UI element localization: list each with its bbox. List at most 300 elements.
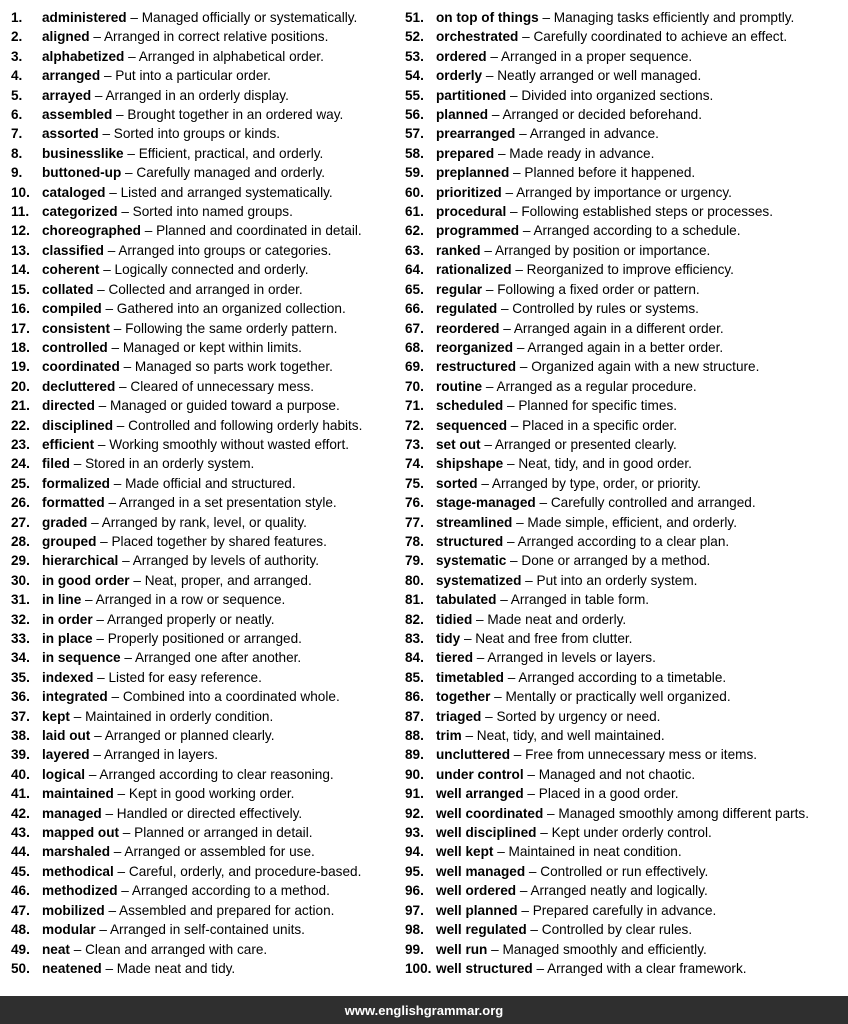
item-number: 89. [405, 747, 424, 763]
list-item [11, 493, 395, 512]
item-number: 48. [11, 922, 30, 938]
item-definition: – Planned and coordinated in detail. [140, 223, 362, 239]
item-definition: – Sorted by urgency or need. [481, 708, 661, 724]
list-item [11, 842, 395, 861]
item-number: 63. [405, 242, 424, 258]
list-item [405, 842, 841, 861]
list-item [405, 299, 841, 318]
item-definition: – Kept in good working order. [113, 786, 295, 802]
item-number: 26. [11, 495, 30, 511]
item-number: 62. [405, 223, 424, 239]
list-item [405, 357, 841, 376]
list-item [405, 66, 841, 85]
item-number: 64. [405, 262, 424, 278]
item-number: 85. [405, 669, 424, 685]
item-number: 95. [405, 863, 424, 879]
item-definition: – Neat, tidy, and in good order. [503, 456, 692, 472]
item-definition: – Managed or kept within limits. [107, 339, 302, 355]
item-number: 73. [405, 436, 424, 452]
list-item [11, 47, 395, 66]
item-number: 32. [11, 611, 30, 627]
item-definition: – Stored in an orderly system. [69, 456, 255, 472]
item-word: compiled [42, 301, 102, 317]
item-definition: – Arranged in layers. [89, 747, 219, 763]
item-word: partitioned [436, 87, 507, 103]
list-item [11, 377, 395, 396]
item-number: 35. [11, 669, 30, 685]
item-number: 91. [405, 786, 424, 802]
item-definition: – Planned before it happened. [509, 165, 696, 181]
item-word: marshaled [42, 844, 111, 860]
item-word: categorized [42, 204, 118, 220]
item-definition: – Arranged as a regular procedure. [482, 378, 697, 394]
item-number: 40. [11, 766, 30, 782]
item-definition: – Arranged in correct relative positions. [89, 29, 329, 45]
list-item [405, 493, 841, 512]
item-word: in place [42, 631, 93, 646]
footer-bar [0, 996, 848, 1024]
item-number: 46. [11, 883, 30, 899]
item-word: preplanned [436, 165, 510, 181]
item-number: 36. [11, 689, 30, 705]
item-number: 74. [405, 456, 424, 472]
item-word: planned [436, 107, 489, 123]
item-definition: – Brought together in an ordered way. [112, 107, 344, 123]
item-word: prearranged [436, 126, 516, 142]
item-definition: – Following the same orderly pattern. [109, 320, 338, 336]
list-item [11, 105, 395, 124]
item-definition: – Arranged in a row or sequence. [81, 592, 286, 608]
item-word: methodical [42, 863, 114, 879]
item-word: sorted [436, 475, 478, 491]
list-item [11, 920, 395, 939]
list-item [405, 221, 841, 240]
item-number: 41. [11, 786, 30, 802]
list-item [405, 377, 841, 396]
item-definition: – Cleared of unnecessary mess. [115, 378, 314, 394]
item-number: 71. [405, 398, 424, 414]
item-number: 57. [405, 126, 424, 142]
list-item [405, 396, 841, 415]
item-number: 17. [11, 320, 30, 336]
item-definition: – Managed smoothly among different parts. [543, 805, 810, 821]
item-number: 21. [11, 398, 30, 414]
item-word: reordered [436, 320, 500, 336]
item-number: 43. [11, 825, 30, 841]
list-item [405, 707, 841, 726]
list-item [11, 183, 395, 202]
item-definition: – Carefully coordinated to achieve an effect. [518, 29, 788, 45]
item-definition: – Arranged according to a clear plan. [503, 533, 730, 549]
list-item [11, 726, 395, 745]
item-word: prepared [436, 145, 495, 161]
item-definition: – Following established steps or processes. [506, 204, 773, 220]
list-item [11, 280, 395, 299]
item-definition: – Arranged with a clear framework. [532, 960, 747, 976]
item-word: well planned [436, 902, 518, 918]
item-word: modular [42, 922, 96, 938]
item-number: 15. [11, 281, 30, 297]
item-word: arrayed [42, 87, 92, 103]
item-word: indexed [42, 669, 94, 685]
list-item [11, 8, 395, 27]
item-word: formalized [42, 475, 110, 491]
item-word: well coordinated [436, 805, 544, 821]
list-item [11, 940, 395, 959]
item-word: graded [42, 514, 88, 530]
item-number: 56. [405, 107, 424, 123]
item-number: 87. [405, 708, 424, 724]
list-item [405, 590, 841, 609]
item-definition: – Gathered into an organized collection. [101, 301, 346, 317]
list-item [405, 532, 841, 551]
list-item [11, 338, 395, 357]
item-number: 42. [11, 805, 30, 821]
list-item [405, 784, 841, 803]
word-list [0, 8, 848, 986]
item-word: maintained [42, 786, 114, 802]
item-word: well regulated [436, 922, 527, 938]
item-word: systematized [436, 572, 522, 588]
item-word: in order [42, 611, 93, 627]
list-item [405, 416, 841, 435]
item-number: 76. [405, 495, 424, 511]
item-word: well arranged [436, 786, 524, 802]
list-item [11, 396, 395, 415]
item-word: regulated [436, 301, 498, 317]
list-item [405, 319, 841, 338]
item-word: well kept [436, 844, 494, 860]
list-item [11, 590, 395, 609]
item-number: 58. [405, 145, 424, 161]
item-definition: – Controlled and following orderly habits. [113, 417, 363, 433]
item-word: assorted [42, 126, 99, 142]
list-item [11, 144, 395, 163]
item-number: 10. [11, 184, 30, 200]
list-item [11, 823, 395, 842]
item-number: 2. [11, 29, 23, 45]
item-number: 86. [405, 689, 424, 705]
item-definition: – Placed in a good order. [523, 786, 679, 802]
item-number: 97. [405, 902, 424, 918]
item-definition: – Arranged in alphabetical order. [124, 48, 324, 64]
item-definition: – Placed together by shared features. [96, 533, 327, 549]
item-word: assembled [42, 107, 113, 123]
list-item [11, 745, 395, 764]
item-word: methodized [42, 883, 118, 899]
item-number: 28. [11, 533, 30, 549]
item-word: in line [42, 592, 82, 608]
list-item [405, 765, 841, 784]
item-definition: – Arranged according to a schedule. [519, 223, 741, 239]
item-definition: – Arranged in self-contained units. [95, 922, 305, 938]
list-item [11, 784, 395, 803]
item-word: ordered [436, 48, 487, 64]
item-definition: – Neat, proper, and arranged. [129, 572, 312, 588]
item-word: streamlined [436, 514, 513, 530]
item-definition: – Arranged according to a method. [117, 883, 330, 899]
list-item [11, 687, 395, 706]
item-number: 84. [405, 650, 424, 666]
item-word: restructured [436, 359, 517, 375]
list-item [11, 221, 395, 240]
item-number: 44. [11, 844, 30, 860]
item-word: laid out [42, 728, 91, 744]
item-definition: – Collected and arranged in order. [93, 281, 303, 297]
item-definition: – Made neat and orderly. [472, 611, 627, 627]
item-word: kept [42, 708, 70, 724]
list-item [11, 571, 395, 590]
item-number: 45. [11, 863, 30, 879]
item-definition: – Put into an orderly system. [521, 572, 698, 588]
item-number: 1. [11, 10, 23, 25]
list-item [405, 260, 841, 279]
item-word: procedural [436, 204, 507, 220]
item-definition: – Handled or directed effectively. [101, 805, 303, 821]
item-definition: – Arranged or planned clearly. [90, 728, 275, 744]
list-item [405, 610, 841, 629]
item-number: 33. [11, 631, 30, 646]
item-definition: – Working smoothly without wasted effort. [94, 436, 350, 452]
list-item [405, 8, 841, 27]
item-definition: – Made neat and tidy. [101, 960, 236, 976]
list-item [405, 881, 841, 900]
item-definition: – Managed smoothly and efficiently. [487, 941, 707, 957]
list-item [11, 319, 395, 338]
item-definition: – Arranged in a set presentation style. [104, 495, 337, 511]
item-word: in sequence [42, 650, 121, 666]
item-number: 65. [405, 281, 424, 297]
item-number: 22. [11, 417, 30, 433]
item-definition: – Arranged one after another. [120, 650, 302, 666]
item-word: logical [42, 766, 86, 782]
list-item [405, 144, 841, 163]
item-number: 70. [405, 378, 424, 394]
item-definition: – Placed in a specific order. [507, 417, 678, 433]
item-number: 54. [405, 68, 424, 84]
list-item [405, 435, 841, 454]
item-number: 83. [405, 631, 424, 646]
item-definition: – Sorted into named groups. [117, 204, 293, 220]
item-number: 96. [405, 883, 424, 899]
item-number: 88. [405, 728, 424, 744]
item-number: 34. [11, 650, 30, 666]
item-definition: – Arranged in advance. [515, 126, 659, 142]
item-word: shipshape [436, 456, 504, 472]
item-definition: – Arranged according to a timetable. [503, 669, 727, 685]
list-item [11, 124, 395, 143]
item-word: integrated [42, 689, 108, 705]
item-definition: – Neat and free from clutter. [460, 631, 633, 646]
item-word: layered [42, 747, 90, 763]
item-number: 93. [405, 825, 424, 841]
list-item [11, 202, 395, 221]
item-number: 53. [405, 48, 424, 64]
item-definition: – Arranged by rank, level, or quality. [87, 514, 307, 530]
item-definition: – Efficient, practical, and orderly. [123, 145, 324, 161]
item-number: 6. [11, 107, 23, 123]
list-item [405, 920, 841, 939]
item-definition: – Logically connected and orderly. [99, 262, 309, 278]
item-number: 13. [11, 242, 30, 258]
item-word: grouped [42, 533, 97, 549]
item-word: well disciplined [436, 825, 537, 841]
item-definition: – Managed and not chaotic. [523, 766, 696, 782]
item-definition: – Neat, tidy, and well maintained. [461, 728, 665, 744]
list-item [11, 27, 395, 46]
list-item [405, 804, 841, 823]
item-word: decluttered [42, 378, 116, 394]
list-item [11, 668, 395, 687]
item-number: 75. [405, 475, 424, 491]
item-word: formatted [42, 495, 105, 511]
item-number: 79. [405, 553, 424, 569]
item-definition: – Arranged again in a different order. [499, 320, 724, 336]
list-item [11, 66, 395, 85]
item-number: 72. [405, 417, 424, 433]
item-number: 39. [11, 747, 30, 763]
item-definition: – Mentally or practically well organized. [490, 689, 731, 705]
item-definition: – Arranged properly or neatly. [92, 611, 275, 627]
item-number: 94. [405, 844, 424, 860]
item-word: timetabled [436, 669, 504, 685]
list-item [11, 260, 395, 279]
item-definition: – Arranged or presented clearly. [480, 436, 677, 452]
list-item [405, 745, 841, 764]
item-word: collated [42, 281, 94, 297]
item-definition: – Arranged neatly and logically. [516, 883, 708, 899]
list-item [11, 86, 395, 105]
item-number: 16. [11, 301, 30, 317]
item-definition: – Managed or guided toward a purpose. [94, 398, 340, 414]
list-item [405, 183, 841, 202]
item-definition: – Neatly arranged or well managed. [482, 68, 702, 84]
item-definition: – Made ready in advance. [494, 145, 655, 161]
list-item [405, 629, 841, 648]
item-definition: – Arranged in a proper sequence. [486, 48, 693, 64]
item-word: disciplined [42, 417, 114, 433]
list-item [405, 862, 841, 881]
list-item [11, 299, 395, 318]
list-item [405, 454, 841, 473]
list-item [11, 707, 395, 726]
item-word: rationalized [436, 262, 512, 278]
item-word: choreographed [42, 223, 141, 239]
item-number: 60. [405, 184, 424, 200]
item-word: orchestrated [436, 29, 519, 45]
item-number: 9. [11, 165, 23, 181]
item-definition: – Made official and structured. [109, 475, 296, 491]
list-item [405, 551, 841, 570]
item-definition: – Clean and arranged with care. [69, 941, 268, 957]
item-definition: – Controlled by rules or systems. [497, 301, 699, 317]
item-word: ranked [436, 242, 481, 258]
list-item [11, 610, 395, 629]
item-word: businesslike [42, 145, 124, 161]
item-definition: – Prepared carefully in advance. [517, 902, 717, 918]
item-number: 81. [405, 592, 424, 608]
item-definition: – Arranged in table form. [496, 592, 650, 608]
item-definition: – Arranged or assembled for use. [110, 844, 315, 860]
item-word: scheduled [436, 398, 504, 414]
list-item [405, 513, 841, 532]
item-word: well ordered [436, 883, 517, 899]
item-number: 80. [405, 572, 424, 588]
list-item [405, 338, 841, 357]
item-word: tabulated [436, 592, 497, 608]
item-definition: – Arranged into groups or categories. [103, 242, 332, 258]
item-word: programmed [436, 223, 520, 239]
item-number: 3. [11, 48, 23, 64]
item-word: mapped out [42, 825, 120, 841]
list-item [405, 280, 841, 299]
item-word: tidy [436, 631, 461, 646]
item-number: 47. [11, 902, 30, 918]
item-definition: – Arranged or decided beforehand. [488, 107, 703, 123]
item-word: classified [42, 242, 104, 258]
item-number: 98. [405, 922, 424, 938]
item-number: 67. [405, 320, 424, 336]
list-item [405, 47, 841, 66]
item-definition: – Planned for specific times. [503, 398, 678, 414]
item-number: 8. [11, 145, 23, 161]
item-definition: – Properly positioned or arranged. [92, 631, 302, 646]
item-word: uncluttered [436, 747, 511, 763]
item-word: routine [436, 378, 483, 394]
list-item [11, 416, 395, 435]
item-word: mobilized [42, 902, 105, 918]
item-definition: – Done or arranged by a method. [506, 553, 711, 569]
list-item [11, 765, 395, 784]
list-item [405, 726, 841, 745]
item-definition: – Listed for easy reference. [93, 669, 262, 685]
item-number: 37. [11, 708, 30, 724]
list-item [405, 940, 841, 959]
list-item [11, 357, 395, 376]
item-word: buttoned-up [42, 165, 122, 181]
item-number: 5. [11, 87, 23, 103]
item-number: 25. [11, 475, 30, 491]
item-word: aligned [42, 29, 90, 45]
item-definition: – Arranged by importance or urgency. [501, 184, 732, 200]
item-definition: – Arranged by position or importance. [480, 242, 711, 258]
item-definition: – Controlled or run effectively. [525, 863, 709, 879]
item-word: together [436, 689, 491, 705]
list-item [11, 648, 395, 667]
item-word: reorganized [436, 339, 514, 355]
list-item [405, 105, 841, 124]
item-word: structured [436, 533, 504, 549]
item-number: 18. [11, 339, 30, 355]
list-item [11, 804, 395, 823]
item-word: tiered [436, 650, 474, 666]
item-word: in good order [42, 572, 130, 588]
item-number: 90. [405, 766, 424, 782]
item-definition: – Free from unnecessary mess or items. [510, 747, 758, 763]
list-item [11, 629, 395, 648]
item-word: consistent [42, 320, 110, 336]
item-word: prioritized [436, 184, 502, 200]
item-number: 29. [11, 553, 30, 569]
list-item [405, 687, 841, 706]
item-definition: – Maintained in neat condition. [493, 844, 682, 860]
item-definition: – Sorted into groups or kinds. [98, 126, 281, 142]
right-column [405, 8, 841, 978]
list-item [11, 551, 395, 570]
item-number: 69. [405, 359, 424, 375]
item-word: regular [436, 281, 483, 297]
item-number: 31. [11, 592, 30, 608]
